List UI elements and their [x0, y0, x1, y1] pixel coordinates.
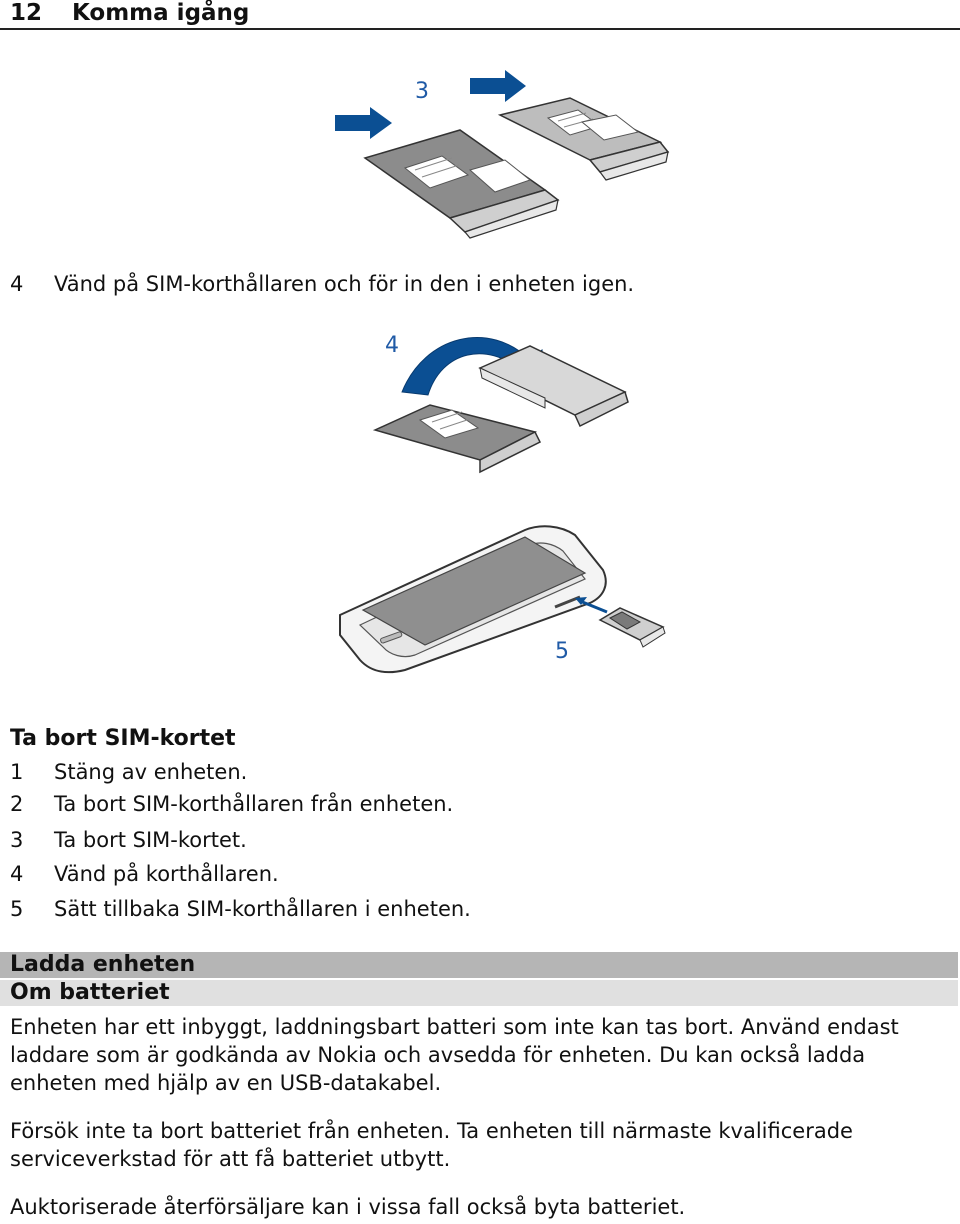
- step-number: 4: [10, 862, 24, 886]
- step-number: 2: [10, 792, 24, 816]
- list-item: [10, 790, 453, 818]
- battery-paragraph-1: Enheten har ett inbyggt, laddningsbart batteri som inte kan tas bort. Använd endast laddare som är godkända av Nokia och avsedda för enheten. Du kan också ladda enheten med hjälp av en USB-datakabel.: [10, 1015, 899, 1095]
- arrow-right-icon: [470, 70, 526, 102]
- step-text: Ta bort SIM-kortet.: [54, 828, 247, 852]
- remove-sim-heading: Ta bort SIM-kortet: [10, 726, 236, 751]
- step-number: 5: [10, 897, 24, 921]
- step-number: 1: [10, 760, 24, 784]
- battery-subheading: Om batteriet: [10, 980, 170, 1005]
- step-text: Vänd på korthållaren.: [54, 862, 279, 886]
- charge-heading: Ladda enheten: [10, 952, 196, 977]
- step-text: Stäng av enheten.: [54, 760, 248, 784]
- sim-tray-right: [500, 98, 668, 180]
- step-number: 3: [10, 828, 24, 852]
- callout-3: 3: [415, 79, 429, 104]
- sim-holder-illustration-2: [370, 320, 640, 485]
- page-header: [0, 0, 960, 30]
- page-number: 12: [10, 0, 43, 26]
- step-number: 4: [10, 272, 24, 296]
- battery-paragraph-2: Försök inte ta bort batteriet från enheten. Ta enheten till närmaste kvalificerade serviceverkstad för att få batteriet utbytt.: [10, 1119, 853, 1171]
- charge-heading-bar: [0, 952, 958, 978]
- list-item: [10, 860, 279, 888]
- sim-holder-illustration-1: [320, 60, 680, 250]
- callout-5: 5: [555, 639, 569, 664]
- step-text: Sätt tillbaka SIM-korthållaren i enheten.: [54, 897, 471, 921]
- step-flip-holder: [10, 270, 634, 298]
- battery-paragraph-3: Auktoriserade återförsäljare kan i vissa fall också byta batteriet.: [10, 1195, 686, 1219]
- step-text: Ta bort SIM-korthållaren från enheten.: [54, 792, 454, 816]
- list-item: [10, 758, 247, 786]
- battery-subheading-bar: [0, 980, 958, 1006]
- step-text: Vänd på SIM-korthållaren och för in den i enheten igen.: [54, 272, 635, 296]
- list-item: [10, 895, 471, 923]
- callout-4: 4: [385, 333, 399, 358]
- chapter-title: Komma igång: [72, 0, 250, 26]
- list-item: [10, 826, 247, 854]
- sim-tray-left: [365, 130, 558, 238]
- phone-insert-illustration: [335, 525, 675, 675]
- sim-tray-small: [600, 608, 665, 647]
- arrow-right-icon: [335, 107, 392, 139]
